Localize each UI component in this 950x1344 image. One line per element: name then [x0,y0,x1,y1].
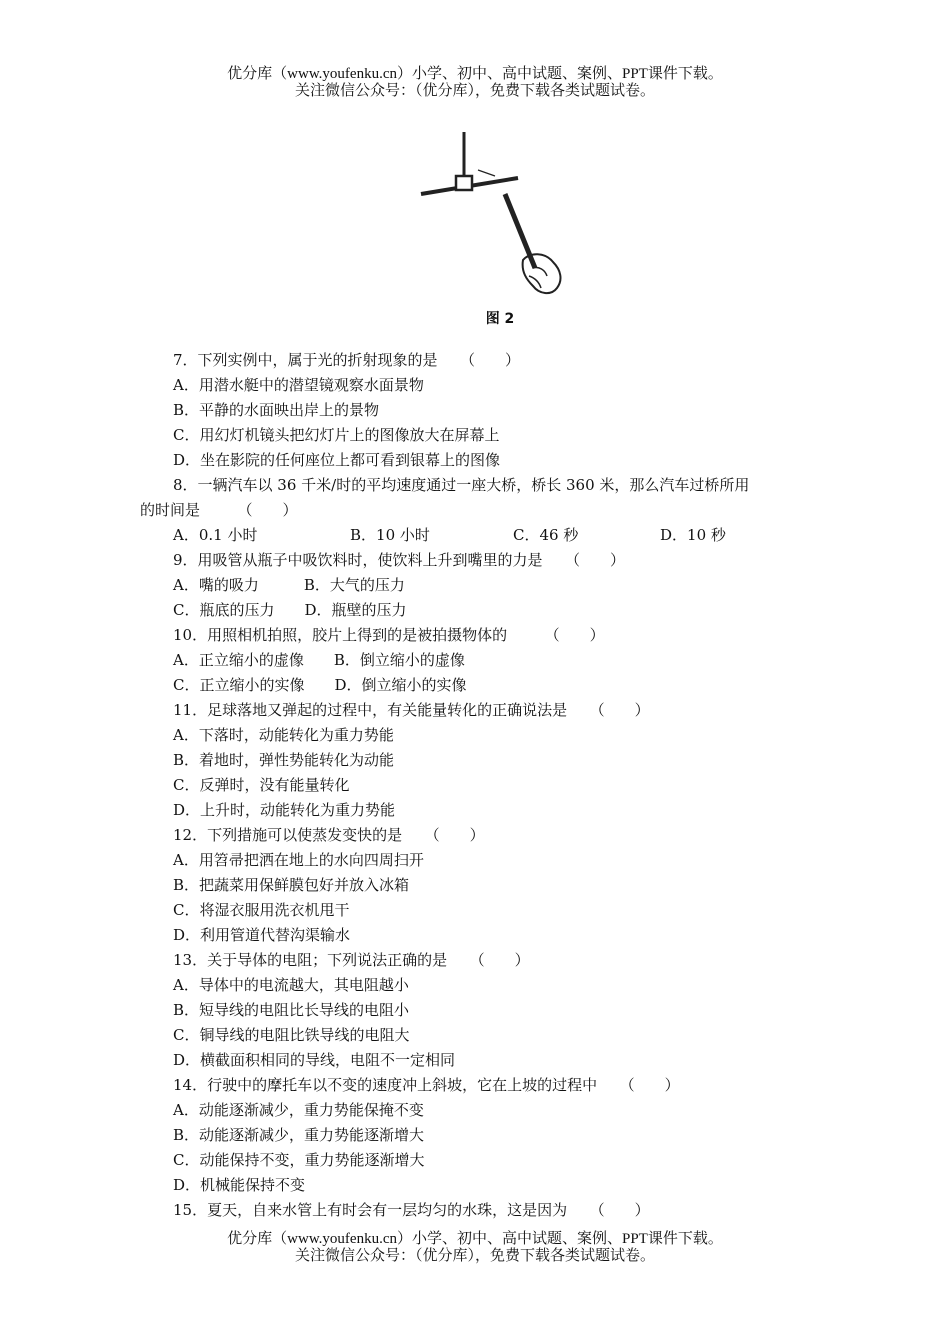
q7-option-d: D．坐在影院的任何座位上都可看到银幕上的图像 [173,451,501,469]
q13-option-d: D．横截面积相同的导线，电阻不一定相同 [173,1051,456,1069]
q14-option-b: B．动能逐渐减少，重力势能逐渐增大 [173,1126,425,1144]
q11-option-c: C．反弹时，没有能量转化 [173,776,350,794]
q9-stem: 9．用吸管从瓶子中吸饮料时，使饮料上升到嘴里的力是 （ ） [173,551,626,569]
q13-option-b: B．短导线的电阻比长导线的电阻小 [173,1001,410,1019]
q14-option-d: D．机械能保持不变 [173,1176,306,1194]
q12-option-b: B．把蔬菜用保鲜膜包好并放入冰箱 [173,876,410,894]
figure-caption: 图 2 [485,311,515,327]
q10-options-ab: A．正立缩小的虚像 B．倒立缩小的虚像 [173,651,465,669]
q11-stem: 11．足球落地又弹起的过程中，有关能量转化的正确说法是 （ ） [173,701,650,719]
q7-option-b: B．平静的水面映出岸上的景物 [173,401,380,419]
q8-option-d: D．10 秒 [660,526,726,544]
q7-stem: 7．下列实例中，属于光的折射现象的是 （ ） [173,351,521,369]
q8-stem-line-1: 8．一辆汽车以 36 千米/时的平均速度通过一座大桥，桥长 360 米，那么汽车过桥所用 [173,476,750,494]
q11-option-a: A．下落时，动能转化为重力势能 [173,726,394,744]
figure-2-lever-drawing [405,128,585,303]
q9-options-cd: C．瓶底的压力 D．瓶壁的压力 [173,601,407,619]
q7-option-a: A．用潜水艇中的潜望镜观察水面景物 [173,376,424,394]
q12-stem: 12．下列措施可以使蒸发变快的是 （ ） [173,826,485,844]
q10-stem: 10．用照相机拍照，胶片上得到的是被拍摄物体的 （ ） [173,626,605,644]
q11-option-d: D．上升时，动能转化为重力势能 [173,801,396,819]
footer-line-2: 关注微信公众号：（优分库），免费下载各类试题试卷。 [294,1248,655,1264]
q14-stem: 14．行驶中的摩托车以不变的速度冲上斜坡，它在上坡的过程中 （ ） [173,1076,680,1094]
q14-option-a: A．动能逐渐减少，重力势能保掩不变 [173,1101,424,1119]
q12-option-a: A．用笤帚把洒在地上的水向四周扫开 [173,851,424,869]
q14-option-c: C．动能保持不变，重力势能逐渐增大 [173,1151,425,1169]
page-footer [0,1231,950,1265]
q15-stem: 15．夏天，自来水管上有时会有一层均匀的水珠，这是因为 （ ） [173,1201,650,1219]
page-header [0,66,950,100]
q12-option-c: C．将湿衣服用洗衣机甩干 [173,901,350,919]
q9-options-ab: A．嘴的吸力 B．大气的压力 [173,576,405,594]
q10-options-cd: C．正立缩小的实像 D．倒立缩小的实像 [173,676,467,694]
header-line-2: 关注微信公众号：（优分库），免费下载各类试题试卷。 [294,83,655,99]
footer-line-1: 优分库（www.youfenku.cn）小学、初中、高中试题、案例、PPT课件下载。 [227,1231,723,1247]
q8-option-b: B．10 小时 [350,526,430,544]
q8-option-c: C．46 秒 [513,526,579,544]
q8-stem-line-2: 的时间是 （ ） [140,501,298,519]
q13-option-c: C．铜导线的电阻比铁导线的电阻大 [173,1026,410,1044]
header-line-1: 优分库（www.youfenku.cn）小学、初中、高中试题、案例、PPT课件下载。 [227,66,723,82]
q13-option-a: A．导体中的电流越大，其电阻越小 [173,976,409,994]
q12-option-d: D．利用管道代替沟渠输水 [173,926,351,944]
q8-option-a: A．0.1 小时 [173,526,258,544]
q11-option-b: B．着地时，弹性势能转化为动能 [173,751,395,769]
q7-option-c: C．用幻灯机镜头把幻灯片上的图像放大在屏幕上 [173,426,500,444]
q13-stem: 13．关于导体的电阻；下列说法正确的是 （ ） [173,951,530,969]
